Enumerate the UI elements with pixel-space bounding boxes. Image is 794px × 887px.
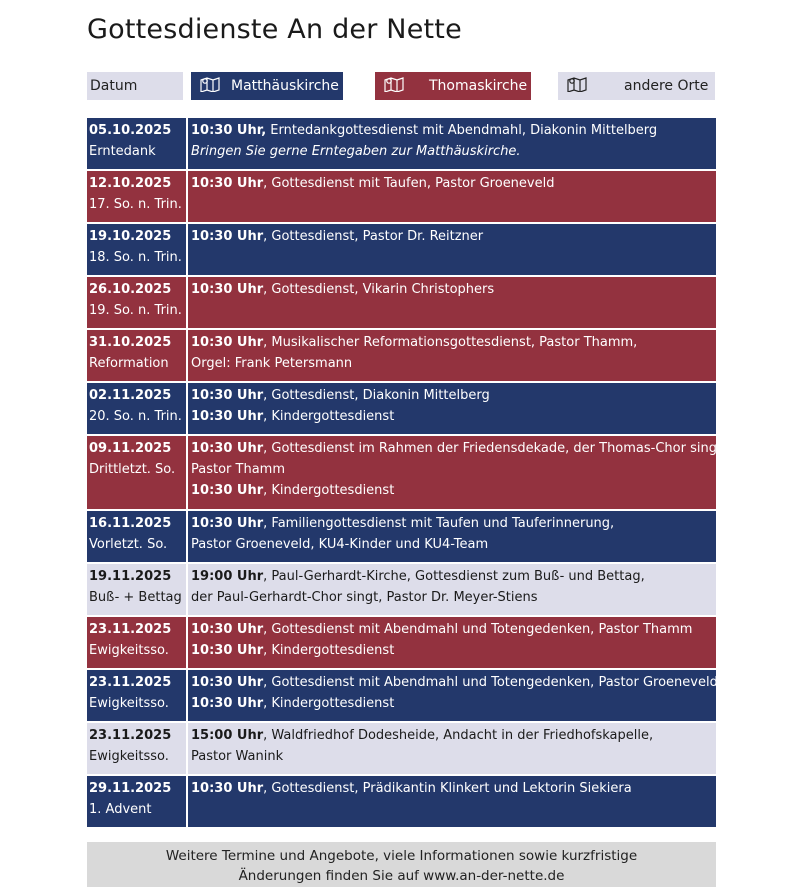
table-row	[87, 723, 716, 776]
date-cell: 23.11.2025 Ewigkeitsso.	[87, 670, 188, 721]
table-row	[87, 670, 716, 723]
date-cell: 31.10.2025 Reformation	[87, 330, 188, 381]
table-row	[87, 776, 716, 829]
info-cell: 10:30 Uhr, Gottesdienst mit Abendmahl und Totengedenken, Pastor Thamm 10:30 Uhr, Kindergottesdienst	[191, 622, 693, 658]
info-cell: 10:30 Uhr, Gottesdienst, Diakonin Mittelberg 10:30 Uhr, Kindergottesdienst	[191, 388, 490, 424]
info-cell: 10:30 Uhr, Erntedankgottesdienst mit Abendmahl, Diakonin Mittelberg Bringen Sie gerne Erntegaben zur Matthäuskirche.	[191, 123, 658, 159]
legend-datum	[87, 72, 183, 100]
table-row	[87, 436, 727, 511]
table-row	[87, 277, 716, 330]
info-cell: 10:30 Uhr, Gottesdienst, Pastor Dr. Reitzner	[191, 229, 484, 244]
info-cell: 10:30 Uhr, Gottesdienst, Vikarin Christophers	[191, 282, 495, 297]
info-cell: 10:30 Uhr, Gottesdienst, Prädikantin Klinkert und Lektorin Siekiera	[191, 781, 632, 796]
footer-note	[87, 842, 716, 887]
date-cell: 09.11.2025 Drittletzt. So.	[87, 436, 188, 509]
table-row	[87, 511, 716, 564]
date-cell: 02.11.2025 20. So. n. Trin.	[87, 383, 188, 434]
table-row	[87, 330, 716, 383]
legend-thomaskirche-label: Thomaskirche	[429, 78, 528, 94]
info-cell: 19:00 Uhr, Paul-Gerhardt-Kirche, Gottesdienst zum Buß- und Bettag, der Paul-Gerhardt-Chor singt, Pastor Dr. Meyer-Stiens	[191, 569, 645, 605]
info-cell: 10:30 Uhr, Familiengottesdienst mit Taufen und Tauferinnerung, Pastor Groeneveld, KU4-Kinder und KU4-Team	[191, 516, 615, 552]
table-row	[87, 224, 716, 277]
legend-andere-orte	[558, 72, 715, 100]
info-cell: 15:00 Uhr, Waldfriedhof Dodesheide, Andacht in der Friedhofskapelle, Pastor Wanink	[191, 728, 654, 764]
table-row	[87, 617, 716, 670]
legend-datum-label: Datum	[90, 78, 138, 94]
info-cell: 10:30 Uhr, Gottesdienst mit Taufen, Pastor Groeneveld	[191, 176, 555, 191]
date-cell: 16.11.2025 Vorletzt. So.	[87, 511, 188, 562]
info-cell: 10:30 Uhr, Musikalischer Reformationsgottesdienst, Pastor Thamm, Orgel: Frank Petersmann	[191, 335, 638, 371]
map-book-icon	[566, 76, 590, 96]
table-row	[87, 118, 716, 171]
info-cell: 10:30 Uhr, Gottesdienst im Rahmen der Friedensdekade, der Thomas-Chor singt, Pastor Thamm 10:30 Uhr, Kindergottesdienst	[191, 441, 727, 498]
footer-line-2: Änderungen finden Sie auf www.an-der-nette.de	[238, 868, 565, 884]
footer-line-1: Weitere Termine und Angebote, viele Informationen sowie kurzfristige	[165, 848, 638, 864]
schedule-table	[87, 118, 727, 829]
date-cell: 23.11.2025 Ewigkeitsso.	[87, 723, 188, 774]
legend-thomaskirche	[375, 72, 531, 100]
date-cell: 23.11.2025 Ewigkeitsso.	[87, 617, 188, 668]
map-book-icon	[383, 76, 407, 96]
table-row	[87, 564, 716, 617]
table-row	[87, 383, 716, 436]
date-cell: 26.10.2025 19. So. n. Trin.	[87, 277, 188, 328]
date-cell: 29.11.2025 1. Advent	[87, 776, 188, 827]
info-cell: 10:30 Uhr, Gottesdienst mit Abendmahl und Totengedenken, Pastor Groeneveld 10:30 Uhr, Kindergottesdienst	[191, 675, 718, 711]
legend-andere-orte-label: andere Orte	[624, 78, 709, 94]
table-row	[87, 171, 716, 224]
legend-matthaeuskirche	[191, 72, 343, 100]
date-cell: 19.11.2025 Buß- + Bettag	[87, 564, 188, 615]
date-cell: 19.10.2025 18. So. n. Trin.	[87, 224, 188, 275]
map-book-icon	[199, 76, 223, 96]
page-title: Gottesdienste An der Nette	[87, 14, 462, 45]
legend-matthaeuskirche-label: Matthäuskirche	[231, 78, 339, 94]
date-cell: 12.10.2025 17. So. n. Trin.	[87, 171, 188, 222]
date-cell: 05.10.2025 Erntedank	[87, 118, 188, 169]
